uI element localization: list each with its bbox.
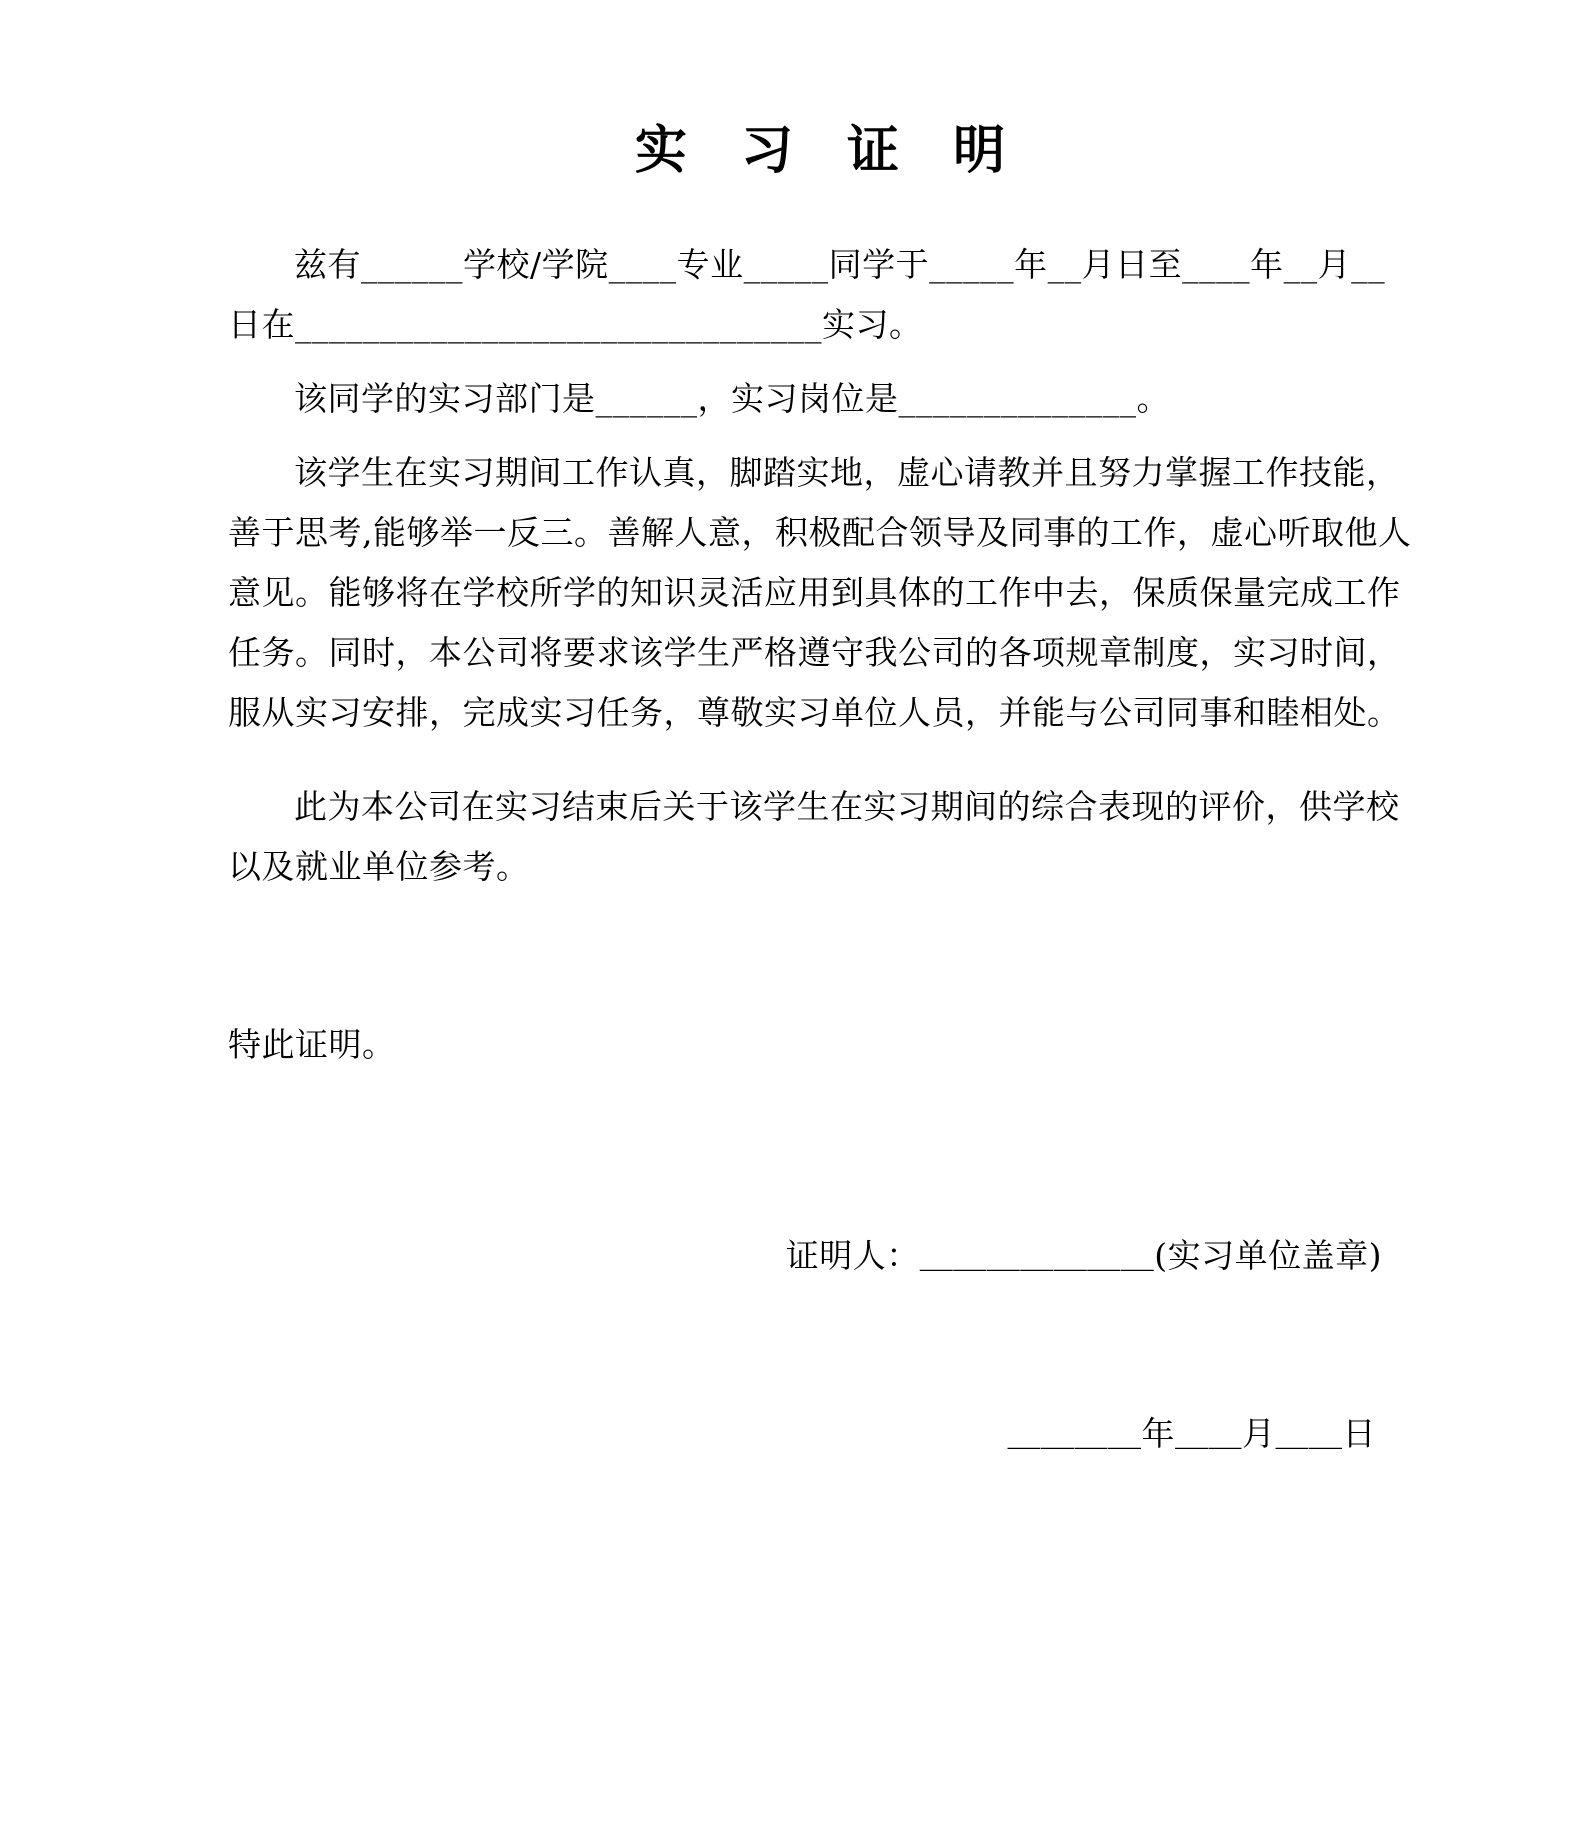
date-line: ＿＿＿＿年＿＿月＿＿日 <box>1007 1413 1376 1453</box>
spacer <box>228 429 1412 443</box>
paragraph-intro: 兹有______学校/学院____专业_____同学于_____年__月日至____年__月__日在_______________________________实习。 <box>228 245 1386 345</box>
signature-label: 证明人： <box>785 1235 920 1275</box>
spacer <box>228 897 1412 1015</box>
signature-stamp-note: (实习单位盖章) <box>1154 1235 1382 1275</box>
page-title: 实 习 证 明 <box>634 120 1024 181</box>
signature-blank: ＿＿＿＿＿＿＿ <box>919 1235 1155 1275</box>
spacer <box>228 1286 1412 1404</box>
spacer <box>228 355 1412 369</box>
spacer <box>228 743 1412 777</box>
paragraph-summary: 此为本公司在实习结束后关于该学生在实习期间的综合表现的评价，供学校以及就业单位参考。 <box>228 787 1400 887</box>
paragraph-evaluation: 该学生在实习期间工作认真，脚踏实地，虚心请教并且努力掌握工作技能，善于思考,能够举一反三。善解人意，积极配合领导及同事的工作，虚心听取他人意见。能够将在学校所学的知识灵活应用到具体的工作中去，保质保量完成工作任务。同时，本公司将要求该学生严格遵守我公司的各项规章制度，实习时间，服从实习安排，完成实习任务，尊敬实习单位人员，并能与公司同事和睦相处。 <box>228 453 1412 733</box>
paragraph-department: 该同学的实习部门是______，实习岗位是______________。 <box>294 379 1170 419</box>
spacer <box>228 1076 1412 1226</box>
document-body <box>228 235 1412 1464</box>
signature-line <box>228 1226 1412 1286</box>
paragraph-closing: 特此证明。 <box>228 1025 396 1065</box>
